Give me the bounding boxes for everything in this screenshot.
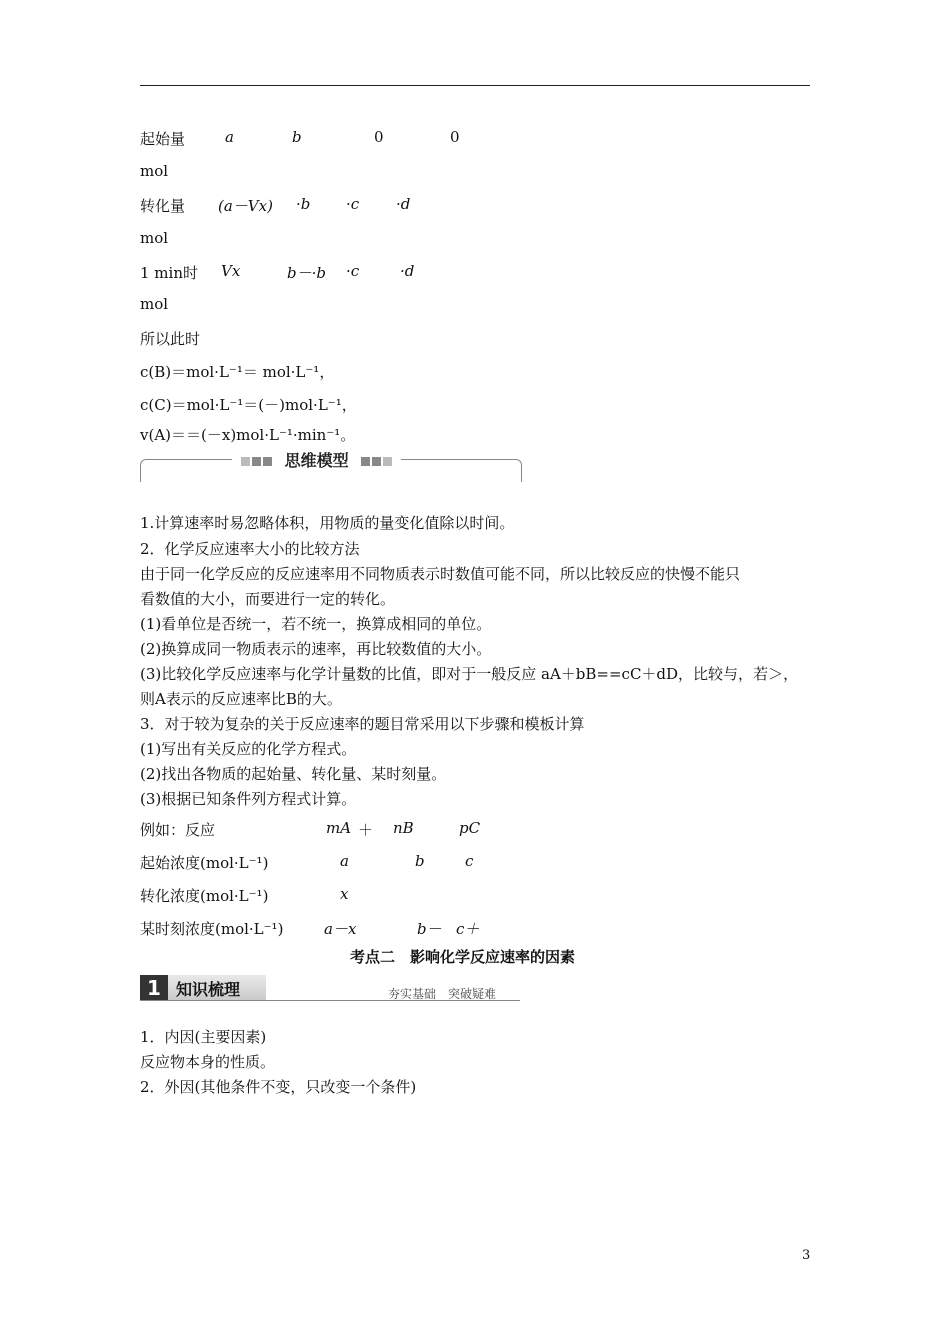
example-pC: pC — [459, 819, 481, 837]
knowledge-badge-number: 1 — [140, 975, 168, 1001]
decor-square-icon — [263, 457, 272, 466]
row-change-b: ·b — [296, 195, 311, 213]
row-change-d: ·d — [396, 195, 411, 213]
knowledge-p1: 1．内因(主要因素) — [140, 1028, 267, 1046]
conc-start-label: 起始浓度(mol·L⁻¹) — [140, 854, 269, 872]
row-start-d: 0 — [450, 128, 460, 146]
header-rule — [140, 85, 810, 86]
row-start-c: 0 — [374, 128, 384, 146]
model-p3a: 由于同一化学反应的反应速率用不同物质表示时数值可能不同，所以比较反应的快慢不能只 — [140, 565, 741, 583]
knowledge-banner-title: 知识梳理 — [176, 980, 241, 999]
conc-start-a: a — [340, 852, 349, 870]
model-p1: 1.计算速率时易忽略体积，用物质的量变化值除以时间。 — [140, 514, 515, 532]
conc-time-c: c＋ — [456, 920, 480, 938]
model-banner-title: 思维模型 — [284, 451, 349, 470]
knowledge-banner-subtitle: 夯实基础 突破疑难 — [388, 987, 497, 1001]
row-change-label: 转化量 — [140, 197, 186, 215]
conc-start-c: c — [465, 852, 474, 870]
decor-square-icon — [372, 457, 381, 466]
therefore-text: 所以此时 — [140, 330, 201, 348]
equation-vA: v(A)＝＝(－x)mol·L⁻¹·min⁻¹。 — [140, 426, 356, 444]
row-time-b: b－·b — [287, 264, 326, 282]
knowledge-p2: 反应物本身的性质。 — [140, 1053, 276, 1071]
example-nB: nB — [393, 819, 414, 837]
conc-change-label: 转化浓度(mol·L⁻¹) — [140, 887, 269, 905]
model-p6b: 则A表示的反应速率比B的大。 — [140, 690, 342, 708]
model-p10: (3)根据已知条件列方程式计算。 — [140, 790, 357, 808]
model-p3b: 看数值的大小，而要进行一定的转化。 — [140, 590, 396, 608]
decor-square-icon — [361, 457, 370, 466]
row-time-c: ·c — [346, 262, 360, 280]
row-time-label: 1 min时 — [140, 264, 198, 282]
row-start-b: b — [292, 128, 302, 146]
equation-cC: c(C)＝mol·L⁻¹＝(－)mol·L⁻¹， — [140, 396, 357, 414]
model-p7: 3．对于较为复杂的关于反应速率的题目常采用以下步骤和模板计算 — [140, 715, 585, 733]
row-change-c: ·c — [346, 195, 360, 213]
model-p9: (2)找出各物质的起始量、转化量、某时刻量。 — [140, 765, 447, 783]
example-mA: mA — [326, 819, 352, 837]
row-start-label: 起始量 — [140, 130, 186, 148]
conc-time-a: a－x — [324, 920, 357, 938]
example-label: 例如：反应 — [140, 821, 216, 839]
model-p8: (1)写出有关反应的化学方程式。 — [140, 740, 357, 758]
decor-square-icon — [252, 457, 261, 466]
unit-3: mol — [140, 295, 169, 313]
unit-2: mol — [140, 229, 169, 247]
page-number: 3 — [802, 1248, 811, 1263]
decor-square-icon — [383, 457, 392, 466]
knowledge-p3: 2．外因(其他条件不变，只改变一个条件) — [140, 1078, 417, 1096]
row-time-d: ·d — [400, 262, 415, 280]
example-plus: ＋ — [358, 821, 374, 839]
section-title: 考点二 影响化学反应速率的因素 — [350, 948, 576, 966]
unit-1: mol — [140, 162, 169, 180]
conc-change-x: x — [340, 885, 349, 903]
model-p6a: (3)比较化学反应速率与化学计量数的比值，即对于一般反应 aA＋bB==cC＋dD，比较与，若＞， — [140, 665, 799, 683]
model-p4: (1)看单位是否统一，若不统一，换算成相同的单位。 — [140, 615, 492, 633]
model-banner — [232, 448, 401, 471]
row-start-a: a — [225, 128, 234, 146]
conc-start-b: b — [415, 852, 425, 870]
row-change-a: (a－Vx) — [218, 197, 273, 215]
model-p2: 2．化学反应速率大小的比较方法 — [140, 540, 360, 558]
equation-cB: c(B)＝mol·L⁻¹＝ mol·L⁻¹， — [140, 363, 335, 381]
row-time-a: Vx — [221, 262, 241, 280]
model-p5: (2)换算成同一物质表示的速率，再比较数值的大小。 — [140, 640, 492, 658]
conc-time-b: b－ — [417, 920, 442, 938]
decor-square-icon — [241, 457, 250, 466]
conc-time-label: 某时刻浓度(mol·L⁻¹) — [140, 920, 284, 938]
